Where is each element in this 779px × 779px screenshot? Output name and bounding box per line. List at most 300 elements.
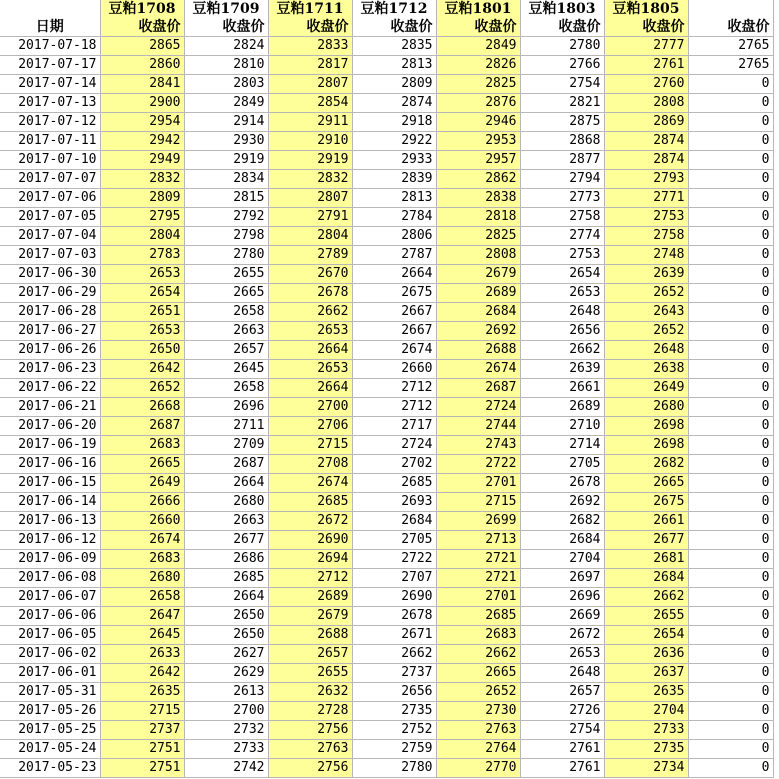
price-cell[interactable]: 2754 — [520, 75, 604, 94]
price-cell[interactable]: 2661 — [520, 379, 604, 398]
contract-name-cell[interactable]: 豆粕1708 — [100, 0, 184, 18]
price-cell[interactable]: 2662 — [520, 341, 604, 360]
price-cell[interactable]: 2751 — [100, 759, 184, 778]
price-cell[interactable]: 2629 — [184, 664, 268, 683]
price-cell[interactable]: 2792 — [184, 208, 268, 227]
date-cell[interactable]: 2017-06-02 — [0, 645, 100, 664]
price-cell[interactable]: 2662 — [604, 588, 688, 607]
price-cell[interactable]: 0 — [688, 474, 773, 493]
price-cell[interactable]: 2679 — [268, 607, 352, 626]
price-cell[interactable]: 2683 — [100, 550, 184, 569]
price-cell[interactable]: 2678 — [352, 607, 436, 626]
price-cell[interactable]: 2648 — [520, 664, 604, 683]
price-cell[interactable]: 2780 — [352, 759, 436, 778]
price-cell[interactable]: 2795 — [100, 208, 184, 227]
price-cell[interactable]: 2949 — [100, 151, 184, 170]
price-cell[interactable]: 2737 — [100, 721, 184, 740]
date-cell[interactable]: 2017-06-13 — [0, 512, 100, 531]
price-cell[interactable]: 2877 — [520, 151, 604, 170]
price-cell[interactable]: 2655 — [268, 664, 352, 683]
price-cell[interactable]: 2753 — [604, 208, 688, 227]
price-cell[interactable]: 2653 — [100, 265, 184, 284]
price-cell[interactable]: 2684 — [520, 531, 604, 550]
date-cell[interactable]: 2017-06-23 — [0, 360, 100, 379]
price-cell[interactable]: 2911 — [268, 113, 352, 132]
price-cell[interactable]: 2868 — [520, 132, 604, 151]
date-cell[interactable]: 2017-05-31 — [0, 683, 100, 702]
date-cell[interactable]: 2017-06-16 — [0, 455, 100, 474]
price-cell[interactable]: 2677 — [184, 531, 268, 550]
price-cell[interactable]: 2730 — [436, 702, 520, 721]
date-cell[interactable]: 2017-06-01 — [0, 664, 100, 683]
date-cell[interactable]: 2017-06-19 — [0, 436, 100, 455]
price-cell[interactable]: 2684 — [436, 303, 520, 322]
price-cell[interactable]: 2835 — [352, 37, 436, 56]
close-price-header-cell[interactable]: 收盘价 — [688, 18, 773, 37]
price-cell[interactable]: 2655 — [604, 607, 688, 626]
price-cell[interactable]: 2777 — [604, 37, 688, 56]
price-cell[interactable]: 2638 — [604, 360, 688, 379]
price-cell[interactable]: 2722 — [436, 455, 520, 474]
price-cell[interactable]: 2900 — [100, 94, 184, 113]
date-cell[interactable]: 2017-06-15 — [0, 474, 100, 493]
price-cell[interactable]: 2761 — [604, 56, 688, 75]
date-cell[interactable]: 2017-05-26 — [0, 702, 100, 721]
price-cell[interactable]: 2694 — [268, 550, 352, 569]
price-cell[interactable]: 2849 — [184, 94, 268, 113]
date-cell[interactable]: 2017-07-17 — [0, 56, 100, 75]
close-price-header-cell[interactable]: 收盘价 — [100, 18, 184, 37]
price-cell[interactable]: 2761 — [520, 759, 604, 778]
price-cell[interactable]: 2661 — [604, 512, 688, 531]
price-cell[interactable]: 2933 — [352, 151, 436, 170]
price-cell[interactable]: 2838 — [436, 189, 520, 208]
price-cell[interactable]: 0 — [688, 227, 773, 246]
price-cell[interactable]: 2942 — [100, 132, 184, 151]
contract-name-cell[interactable]: 豆粕1709 — [184, 0, 268, 18]
price-cell[interactable]: 0 — [688, 493, 773, 512]
price-cell[interactable]: 0 — [688, 531, 773, 550]
price-cell[interactable]: 2717 — [352, 417, 436, 436]
price-cell[interactable]: 2684 — [604, 569, 688, 588]
price-cell[interactable]: 2789 — [268, 246, 352, 265]
price-cell[interactable]: 2705 — [520, 455, 604, 474]
price-cell[interactable]: 2639 — [520, 360, 604, 379]
date-cell[interactable]: 2017-06-07 — [0, 588, 100, 607]
price-cell[interactable]: 2807 — [268, 75, 352, 94]
price-cell[interactable]: 2704 — [520, 550, 604, 569]
price-cell[interactable]: 2780 — [184, 246, 268, 265]
price-cell[interactable]: 2946 — [436, 113, 520, 132]
price-cell[interactable]: 2721 — [436, 550, 520, 569]
price-cell[interactable]: 2689 — [520, 398, 604, 417]
price-cell[interactable]: 2658 — [184, 379, 268, 398]
price-cell[interactable]: 2664 — [268, 341, 352, 360]
price-cell[interactable]: 2693 — [352, 493, 436, 512]
price-cell[interactable]: 2910 — [268, 132, 352, 151]
price-cell[interactable]: 2692 — [520, 493, 604, 512]
price-cell[interactable]: 2674 — [436, 360, 520, 379]
price-cell[interactable]: 2758 — [604, 227, 688, 246]
price-cell[interactable]: 2675 — [604, 493, 688, 512]
close-price-header-cell[interactable]: 收盘价 — [268, 18, 352, 37]
price-cell[interactable]: 2651 — [100, 303, 184, 322]
price-cell[interactable]: 2653 — [520, 645, 604, 664]
price-cell[interactable]: 2825 — [436, 75, 520, 94]
price-cell[interactable]: 0 — [688, 721, 773, 740]
price-cell[interactable]: 2654 — [100, 284, 184, 303]
price-cell[interactable]: 2652 — [436, 683, 520, 702]
close-price-header-cell[interactable]: 收盘价 — [184, 18, 268, 37]
price-cell[interactable]: 2808 — [604, 94, 688, 113]
price-cell[interactable]: 0 — [688, 398, 773, 417]
price-cell[interactable]: 2639 — [604, 265, 688, 284]
price-cell[interactable]: 0 — [688, 75, 773, 94]
price-cell[interactable]: 2728 — [268, 702, 352, 721]
price-cell[interactable]: 2754 — [520, 721, 604, 740]
price-cell[interactable]: 2633 — [100, 645, 184, 664]
price-cell[interactable]: 2689 — [268, 588, 352, 607]
price-cell[interactable]: 2709 — [184, 436, 268, 455]
price-cell[interactable]: 2722 — [352, 550, 436, 569]
price-cell[interactable]: 2707 — [352, 569, 436, 588]
price-cell[interactable]: 2702 — [352, 455, 436, 474]
price-cell[interactable]: 0 — [688, 664, 773, 683]
price-cell[interactable]: 2645 — [100, 626, 184, 645]
price-cell[interactable]: 2824 — [184, 37, 268, 56]
price-cell[interactable]: 2784 — [352, 208, 436, 227]
corner-cell[interactable] — [0, 0, 100, 18]
price-cell[interactable]: 2687 — [100, 417, 184, 436]
price-cell[interactable]: 2780 — [520, 37, 604, 56]
price-cell[interactable]: 2683 — [436, 626, 520, 645]
price-cell[interactable]: 2667 — [352, 322, 436, 341]
price-cell[interactable]: 0 — [688, 417, 773, 436]
close-price-header-cell[interactable]: 收盘价 — [436, 18, 520, 37]
price-cell[interactable]: 2664 — [268, 379, 352, 398]
price-cell[interactable]: 2680 — [184, 493, 268, 512]
price-cell[interactable]: 0 — [688, 265, 773, 284]
price-cell[interactable]: 2787 — [352, 246, 436, 265]
price-cell[interactable]: 2656 — [352, 683, 436, 702]
price-cell[interactable]: 2647 — [100, 607, 184, 626]
price-cell[interactable]: 2643 — [604, 303, 688, 322]
date-cell[interactable]: 2017-07-13 — [0, 94, 100, 113]
price-cell[interactable]: 2874 — [604, 151, 688, 170]
price-cell[interactable]: 2665 — [100, 455, 184, 474]
price-cell[interactable]: 2732 — [184, 721, 268, 740]
price-cell[interactable]: 2804 — [100, 227, 184, 246]
price-cell[interactable]: 2714 — [520, 436, 604, 455]
price-cell[interactable]: 0 — [688, 436, 773, 455]
price-cell[interactable]: 2815 — [184, 189, 268, 208]
price-cell[interactable]: 2804 — [268, 227, 352, 246]
price-cell[interactable]: 0 — [688, 94, 773, 113]
price-cell[interactable]: 2770 — [436, 759, 520, 778]
price-cell[interactable]: 2683 — [100, 436, 184, 455]
price-cell[interactable]: 2773 — [520, 189, 604, 208]
date-cell[interactable]: 2017-06-29 — [0, 284, 100, 303]
close-price-header-cell[interactable]: 收盘价 — [520, 18, 604, 37]
date-cell[interactable]: 2017-06-26 — [0, 341, 100, 360]
price-cell[interactable]: 2698 — [604, 436, 688, 455]
price-cell[interactable]: 2648 — [520, 303, 604, 322]
price-cell[interactable]: 2807 — [268, 189, 352, 208]
contract-name-cell[interactable]: 豆粕1805 — [604, 0, 688, 18]
price-cell[interactable]: 0 — [688, 360, 773, 379]
price-cell[interactable]: 2692 — [436, 322, 520, 341]
price-cell[interactable]: 2774 — [520, 227, 604, 246]
price-cell[interactable]: 2665 — [436, 664, 520, 683]
contract-name-cell[interactable]: 豆粕1711 — [268, 0, 352, 18]
price-cell[interactable]: 2733 — [604, 721, 688, 740]
price-cell[interactable]: 2765 — [688, 56, 773, 75]
price-cell[interactable]: 2689 — [436, 284, 520, 303]
price-cell[interactable]: 2649 — [604, 379, 688, 398]
price-cell[interactable]: 2809 — [100, 189, 184, 208]
price-cell[interactable]: 2874 — [352, 94, 436, 113]
price-cell[interactable]: 0 — [688, 170, 773, 189]
price-cell[interactable]: 2756 — [268, 721, 352, 740]
price-cell[interactable]: 2687 — [184, 455, 268, 474]
price-cell[interactable]: 2726 — [520, 702, 604, 721]
price-cell[interactable]: 2658 — [184, 303, 268, 322]
price-cell[interactable]: 2664 — [352, 265, 436, 284]
close-price-header-cell[interactable]: 收盘价 — [352, 18, 436, 37]
price-cell[interactable]: 2821 — [520, 94, 604, 113]
price-cell[interactable]: 2632 — [268, 683, 352, 702]
price-cell[interactable]: 2918 — [352, 113, 436, 132]
price-cell[interactable]: 2635 — [100, 683, 184, 702]
price-cell[interactable]: 2654 — [520, 265, 604, 284]
date-cell[interactable]: 2017-07-11 — [0, 132, 100, 151]
price-cell[interactable]: 2833 — [268, 37, 352, 56]
price-cell[interactable]: 2653 — [268, 360, 352, 379]
price-cell[interactable]: 0 — [688, 607, 773, 626]
price-cell[interactable]: 2669 — [520, 607, 604, 626]
price-cell[interactable]: 2660 — [100, 512, 184, 531]
price-cell[interactable]: 2737 — [352, 664, 436, 683]
price-cell[interactable]: 2672 — [520, 626, 604, 645]
price-cell[interactable]: 2656 — [520, 322, 604, 341]
price-cell[interactable]: 2869 — [604, 113, 688, 132]
price-cell[interactable]: 2636 — [604, 645, 688, 664]
price-cell[interactable]: 2680 — [100, 569, 184, 588]
price-cell[interactable]: 2874 — [604, 132, 688, 151]
price-cell[interactable]: 2685 — [436, 607, 520, 626]
price-cell[interactable]: 2681 — [604, 550, 688, 569]
price-cell[interactable]: 2658 — [100, 588, 184, 607]
price-cell[interactable]: 0 — [688, 151, 773, 170]
price-cell[interactable]: 2663 — [184, 322, 268, 341]
date-cell[interactable]: 2017-05-25 — [0, 721, 100, 740]
date-cell[interactable]: 2017-07-03 — [0, 246, 100, 265]
date-cell[interactable]: 2017-06-27 — [0, 322, 100, 341]
price-cell[interactable]: 2825 — [436, 227, 520, 246]
date-cell[interactable]: 2017-07-06 — [0, 189, 100, 208]
price-cell[interactable]: 2765 — [688, 37, 773, 56]
price-cell[interactable]: 0 — [688, 626, 773, 645]
price-cell[interactable]: 2700 — [184, 702, 268, 721]
price-cell[interactable]: 2712 — [352, 379, 436, 398]
price-cell[interactable]: 2674 — [268, 474, 352, 493]
date-cell[interactable]: 2017-06-08 — [0, 569, 100, 588]
price-cell[interactable]: 2682 — [520, 512, 604, 531]
price-cell[interactable]: 2760 — [604, 75, 688, 94]
price-cell[interactable]: 0 — [688, 379, 773, 398]
price-cell[interactable]: 0 — [688, 512, 773, 531]
date-cell[interactable]: 2017-05-24 — [0, 740, 100, 759]
price-cell[interactable]: 2744 — [436, 417, 520, 436]
date-cell[interactable]: 2017-07-04 — [0, 227, 100, 246]
price-cell[interactable]: 2700 — [268, 398, 352, 417]
price-cell[interactable]: 0 — [688, 740, 773, 759]
price-cell[interactable]: 2652 — [100, 379, 184, 398]
price-cell[interactable]: 2696 — [520, 588, 604, 607]
price-cell[interactable]: 2667 — [352, 303, 436, 322]
price-cell[interactable]: 0 — [688, 588, 773, 607]
price-cell[interactable]: 2832 — [268, 170, 352, 189]
price-cell[interactable]: 0 — [688, 759, 773, 778]
price-cell[interactable]: 2652 — [604, 284, 688, 303]
price-cell[interactable]: 2954 — [100, 113, 184, 132]
price-cell[interactable]: 2841 — [100, 75, 184, 94]
price-cell[interactable]: 0 — [688, 341, 773, 360]
price-cell[interactable]: 2677 — [604, 531, 688, 550]
price-cell[interactable]: 2664 — [184, 474, 268, 493]
price-cell[interactable]: 2654 — [604, 626, 688, 645]
date-cell[interactable]: 2017-06-20 — [0, 417, 100, 436]
price-cell[interactable]: 2764 — [436, 740, 520, 759]
date-cell[interactable]: 2017-06-06 — [0, 607, 100, 626]
price-cell[interactable]: 2860 — [100, 56, 184, 75]
price-cell[interactable]: 2834 — [184, 170, 268, 189]
price-cell[interactable]: 2818 — [436, 208, 520, 227]
price-cell[interactable]: 2826 — [436, 56, 520, 75]
price-cell[interactable]: 2670 — [268, 265, 352, 284]
price-cell[interactable]: 2953 — [436, 132, 520, 151]
price-cell[interactable]: 2756 — [268, 759, 352, 778]
price-cell[interactable]: 2685 — [268, 493, 352, 512]
price-cell[interactable]: 0 — [688, 303, 773, 322]
price-cell[interactable]: 2793 — [604, 170, 688, 189]
price-cell[interactable]: 0 — [688, 189, 773, 208]
price-cell[interactable]: 2679 — [436, 265, 520, 284]
price-cell[interactable]: 2675 — [352, 284, 436, 303]
price-cell[interactable]: 2706 — [268, 417, 352, 436]
price-cell[interactable]: 0 — [688, 246, 773, 265]
close-price-header-cell[interactable]: 收盘价 — [604, 18, 688, 37]
price-cell[interactable]: 2642 — [100, 664, 184, 683]
date-cell[interactable]: 2017-06-14 — [0, 493, 100, 512]
price-cell[interactable]: 2758 — [520, 208, 604, 227]
price-cell[interactable]: 2701 — [436, 588, 520, 607]
date-cell[interactable]: 2017-07-07 — [0, 170, 100, 189]
price-cell[interactable]: 2748 — [604, 246, 688, 265]
date-cell[interactable]: 2017-07-14 — [0, 75, 100, 94]
price-cell[interactable]: 2662 — [436, 645, 520, 664]
price-cell[interactable]: 2660 — [352, 360, 436, 379]
price-cell[interactable]: 2649 — [100, 474, 184, 493]
price-cell[interactable]: 2922 — [352, 132, 436, 151]
price-cell[interactable]: 2766 — [520, 56, 604, 75]
price-cell[interactable]: 2653 — [268, 322, 352, 341]
price-cell[interactable]: 2690 — [352, 588, 436, 607]
date-header-cell[interactable]: 日期 — [0, 18, 100, 37]
contract-name-cell[interactable]: 豆粕1803 — [520, 0, 604, 18]
price-cell[interactable]: 2613 — [184, 683, 268, 702]
price-cell[interactable]: 0 — [688, 284, 773, 303]
price-cell[interactable]: 2710 — [520, 417, 604, 436]
price-cell[interactable]: 2685 — [184, 569, 268, 588]
price-cell[interactable]: 2652 — [604, 322, 688, 341]
price-cell[interactable]: 2708 — [268, 455, 352, 474]
price-cell[interactable]: 2650 — [184, 607, 268, 626]
price-cell[interactable]: 2803 — [184, 75, 268, 94]
price-cell[interactable]: 2688 — [436, 341, 520, 360]
price-cell[interactable]: 0 — [688, 550, 773, 569]
contract-name-cell[interactable]: 豆粕1801 — [436, 0, 520, 18]
price-cell[interactable]: 0 — [688, 702, 773, 721]
price-cell[interactable]: 2957 — [436, 151, 520, 170]
price-cell[interactable]: 2699 — [436, 512, 520, 531]
price-cell[interactable]: 2715 — [436, 493, 520, 512]
price-cell[interactable]: 0 — [688, 113, 773, 132]
date-cell[interactable]: 2017-06-05 — [0, 626, 100, 645]
price-cell[interactable]: 2839 — [352, 170, 436, 189]
price-cell[interactable]: 2698 — [604, 417, 688, 436]
price-cell[interactable]: 2635 — [604, 683, 688, 702]
price-cell[interactable]: 2808 — [436, 246, 520, 265]
price-cell[interactable]: 2657 — [268, 645, 352, 664]
price-cell[interactable]: 2705 — [352, 531, 436, 550]
price-cell[interactable]: 2637 — [604, 664, 688, 683]
price-cell[interactable]: 2668 — [100, 398, 184, 417]
price-cell[interactable]: 2794 — [520, 170, 604, 189]
price-cell[interactable]: 2665 — [184, 284, 268, 303]
price-cell[interactable]: 2672 — [268, 512, 352, 531]
price-cell[interactable]: 2650 — [184, 626, 268, 645]
date-cell[interactable]: 2017-06-22 — [0, 379, 100, 398]
price-cell[interactable]: 2854 — [268, 94, 352, 113]
price-cell[interactable]: 2876 — [436, 94, 520, 113]
price-cell[interactable]: 2666 — [100, 493, 184, 512]
price-cell[interactable]: 2663 — [184, 512, 268, 531]
price-cell[interactable]: 2862 — [436, 170, 520, 189]
price-cell[interactable]: 2715 — [268, 436, 352, 455]
price-cell[interactable]: 2690 — [268, 531, 352, 550]
price-cell[interactable]: 2662 — [352, 645, 436, 664]
price-cell[interactable]: 0 — [688, 455, 773, 474]
price-cell[interactable]: 2653 — [520, 284, 604, 303]
price-cell[interactable]: 2686 — [184, 550, 268, 569]
price-cell[interactable]: 2642 — [100, 360, 184, 379]
date-cell[interactable]: 2017-07-10 — [0, 151, 100, 170]
price-cell[interactable]: 2657 — [184, 341, 268, 360]
price-cell[interactable]: 2763 — [436, 721, 520, 740]
price-cell[interactable]: 2680 — [604, 398, 688, 417]
price-cell[interactable]: 2753 — [520, 246, 604, 265]
price-cell[interactable]: 2849 — [436, 37, 520, 56]
price-cell[interactable]: 2696 — [184, 398, 268, 417]
price-cell[interactable]: 0 — [688, 645, 773, 664]
price-cell[interactable]: 2724 — [352, 436, 436, 455]
price-cell[interactable]: 2752 — [352, 721, 436, 740]
price-cell[interactable]: 2791 — [268, 208, 352, 227]
price-cell[interactable]: 2798 — [184, 227, 268, 246]
price-cell[interactable]: 2674 — [352, 341, 436, 360]
price-cell[interactable]: 0 — [688, 683, 773, 702]
